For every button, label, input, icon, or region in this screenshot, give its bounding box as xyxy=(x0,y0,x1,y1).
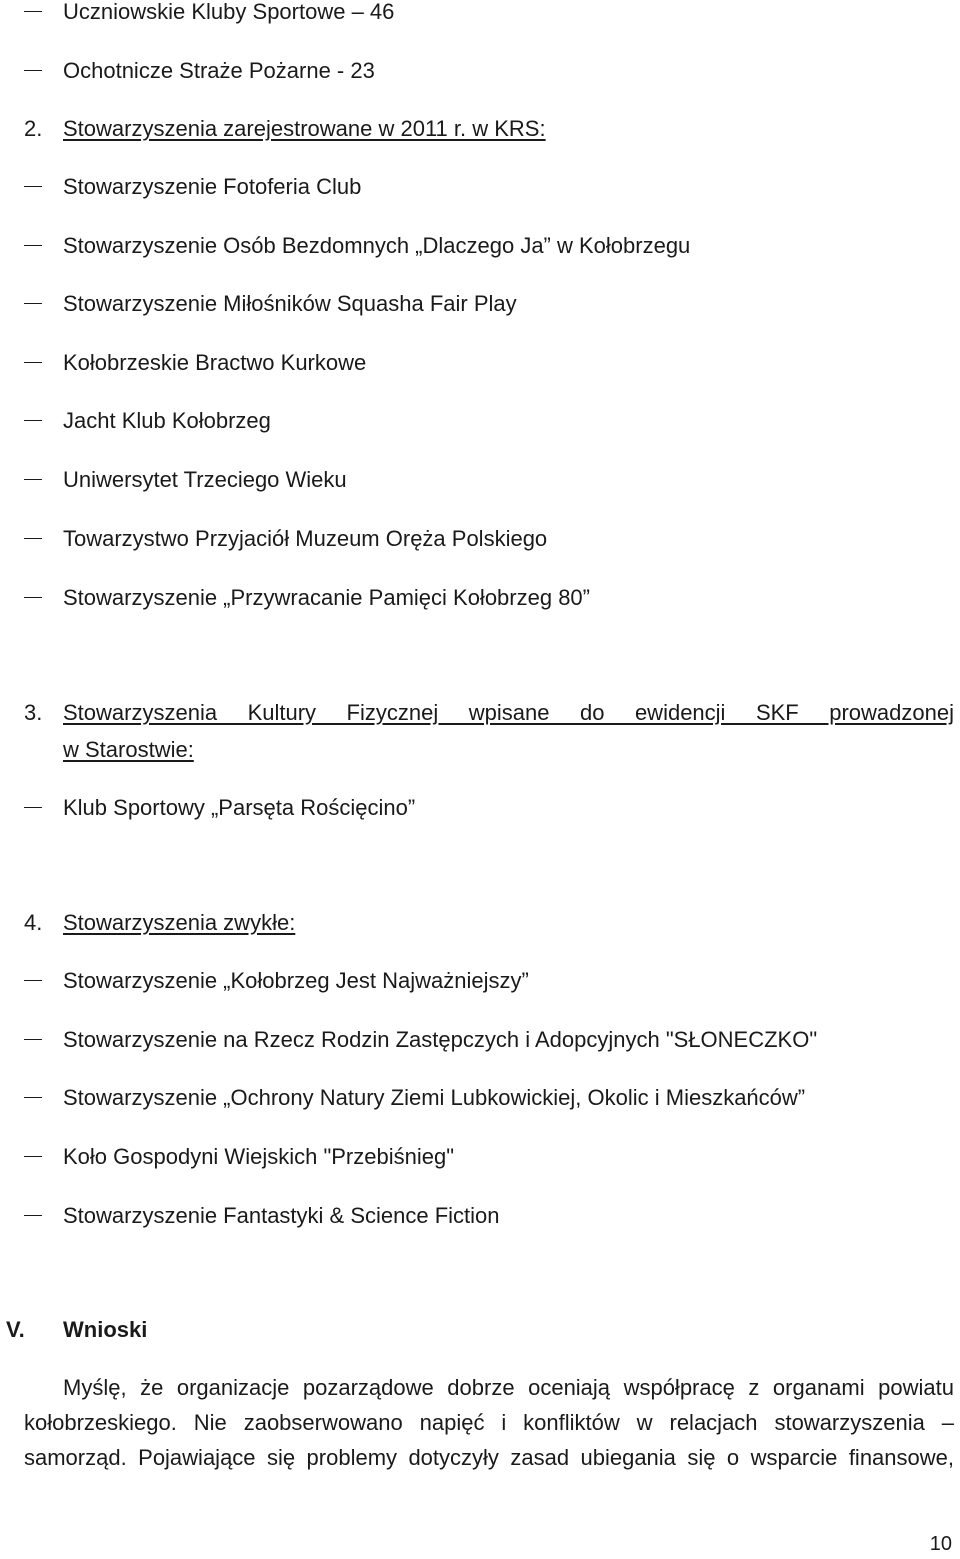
paragraph-line xyxy=(24,1440,954,1475)
section-heading xyxy=(0,114,960,144)
list-item-text: Stowarzyszenie Osób Bezdomnych „Dlaczego Ja” w Kołobrzegu xyxy=(63,233,691,258)
list-item xyxy=(0,524,960,554)
section-title: Stowarzyszenia Kultury Fizycznej wpisane do ewidencji SKF prowadzonej xyxy=(63,700,954,725)
dash-bullet xyxy=(24,70,42,71)
dash-bullet xyxy=(24,538,42,539)
list-item xyxy=(0,172,960,202)
list-item-text: Stowarzyszenie Fotoferia Club xyxy=(63,174,362,199)
section-title: Stowarzyszenia zwykłe: xyxy=(63,910,296,935)
list-item xyxy=(0,0,960,27)
chapter-number: V. xyxy=(6,1317,25,1342)
list-item-text: Uniwersytet Trzeciego Wieku xyxy=(63,467,347,492)
list-item xyxy=(0,966,960,996)
list-item-text: Stowarzyszenie „Przywracanie Pamięci Kołobrzeg 80” xyxy=(63,585,590,610)
list-item xyxy=(0,56,960,86)
section-number: 2. xyxy=(24,116,43,141)
list-item-text: Jacht Klub Kołobrzeg xyxy=(63,408,271,433)
list-item xyxy=(0,1201,960,1231)
dash-bullet xyxy=(24,303,42,304)
list-item xyxy=(0,465,960,495)
dash-bullet xyxy=(24,597,42,598)
section-heading xyxy=(0,698,960,728)
section-heading xyxy=(0,908,960,938)
list-item xyxy=(0,1083,960,1113)
dash-bullet xyxy=(24,420,42,421)
list-item-text: Klub Sportowy „Parsęta Rościęcino” xyxy=(63,795,416,820)
paragraph-line-text: kołobrzeskiego. Nie zaobserwowano napięć i konfliktów w relacjach stowarzyszenia – xyxy=(24,1410,954,1435)
list-item xyxy=(0,348,960,378)
section-title: Stowarzyszenia zarejestrowane w 2011 r. w KRS: xyxy=(63,116,546,141)
list-item-text: Stowarzyszenie Miłośników Squasha Fair Play xyxy=(63,291,517,316)
list-item xyxy=(0,1142,960,1172)
dash-bullet xyxy=(24,980,42,981)
chapter-heading xyxy=(0,1315,960,1345)
section-heading-continuation xyxy=(0,735,960,765)
paragraph-line-text: Myślę, że organizacje pozarządowe dobrze oceniają współpracę z organami powiatu xyxy=(63,1375,954,1400)
list-item-text: Koło Gospodyni Wiejskich "Przebiśnieg" xyxy=(63,1144,455,1169)
dash-bullet xyxy=(24,479,42,480)
dash-bullet xyxy=(24,11,42,12)
dash-bullet xyxy=(24,186,42,187)
dash-bullet xyxy=(24,1156,42,1157)
chapter-title: Wnioski xyxy=(63,1317,148,1342)
paragraph-line xyxy=(24,1370,954,1405)
list-item xyxy=(0,793,960,823)
dash-bullet xyxy=(24,1039,42,1040)
dash-bullet xyxy=(24,1097,42,1098)
dash-bullet xyxy=(24,1215,42,1216)
list-item-text: Kołobrzeskie Bractwo Kurkowe xyxy=(63,350,367,375)
section-number: 4. xyxy=(24,910,43,935)
paragraph-line-text: samorząd. Pojawiające się problemy dotyczyły zasad ubiegania się o wsparcie finansowe, xyxy=(24,1445,954,1470)
list-item-text: Stowarzyszenie Fantastyki & Science Fiction xyxy=(63,1203,500,1228)
list-item xyxy=(0,1025,960,1055)
list-item xyxy=(0,406,960,436)
list-item-text: Stowarzyszenie na Rzecz Rodzin Zastępczych i Adopcyjnych "SŁONECZKO" xyxy=(63,1027,818,1052)
paragraph-line xyxy=(24,1405,954,1440)
list-item xyxy=(0,231,960,261)
list-item xyxy=(0,289,960,319)
page-number: 10 xyxy=(929,1533,952,1555)
dash-bullet xyxy=(24,807,42,808)
section-number: 3. xyxy=(24,700,43,725)
dash-bullet xyxy=(24,245,42,246)
dash-bullet xyxy=(24,362,42,363)
list-item-text: Stowarzyszenie „Ochrony Natury Ziemi Lubkowickiej, Okolic i Mieszkańców” xyxy=(63,1085,806,1110)
conclusion-paragraph xyxy=(24,1370,954,1475)
list-item xyxy=(0,583,960,613)
list-item-text: Ochotnicze Straże Pożarne - 23 xyxy=(63,58,375,83)
list-item-text: Uczniowskie Kluby Sportowe – 46 xyxy=(63,0,395,24)
list-item-text: Towarzystwo Przyjaciół Muzeum Oręża Polskiego xyxy=(63,526,548,551)
section-title-line2: w Starostwie: xyxy=(63,737,194,762)
list-item-text: Stowarzyszenie „Kołobrzeg Jest Najważniejszy” xyxy=(63,968,529,993)
